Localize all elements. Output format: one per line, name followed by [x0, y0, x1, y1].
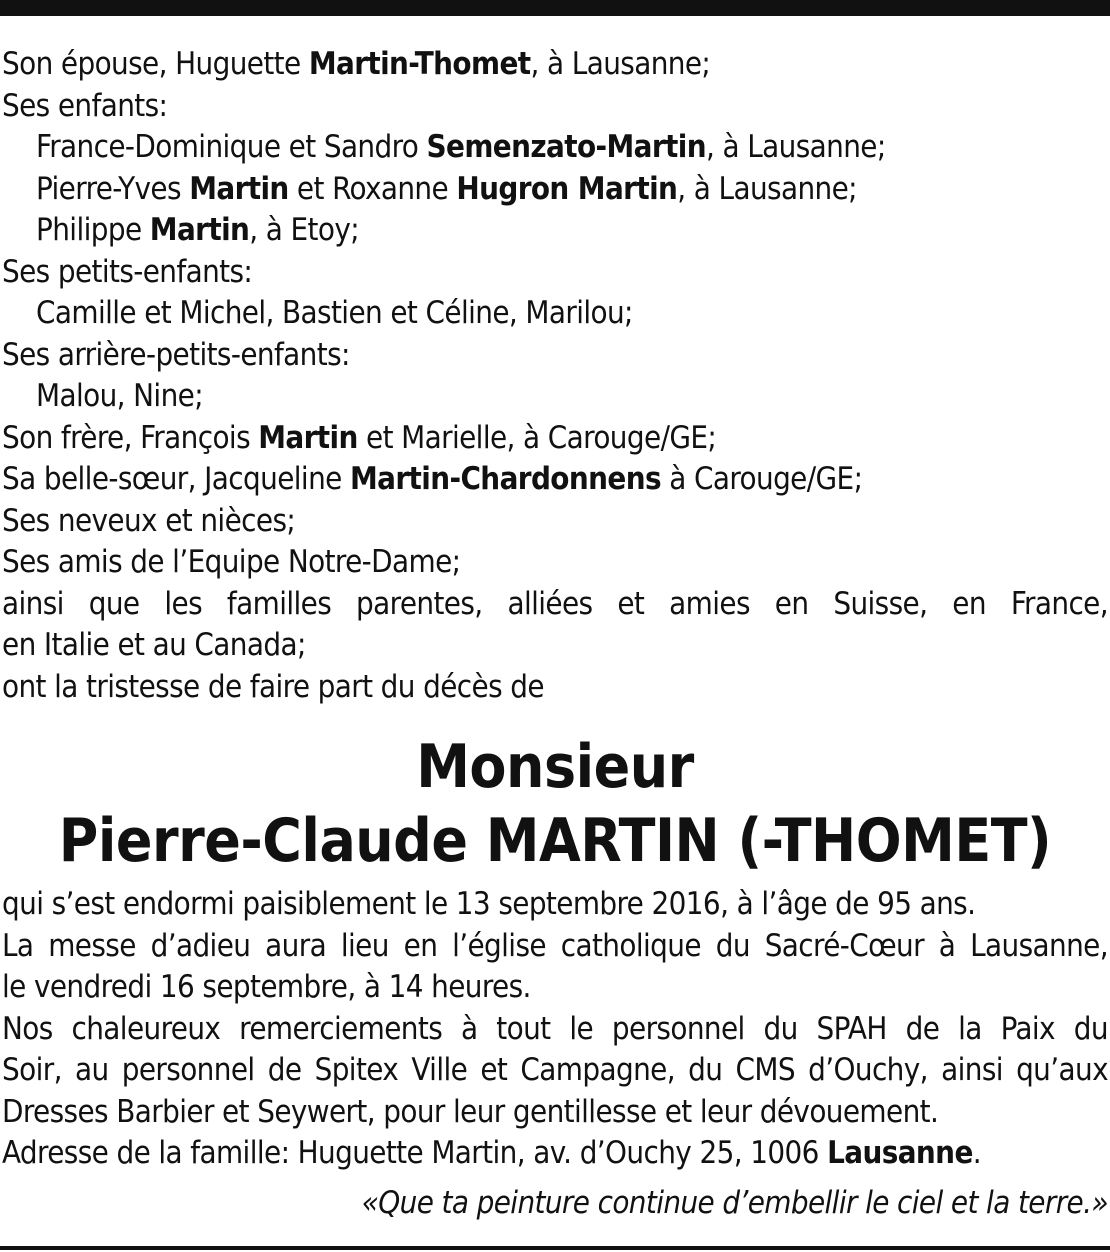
- closing-quote: «Que ta peinture continue d’embellir le ciel et la terre.»: [361, 1184, 1108, 1221]
- sister-in-law-surname: Martin-Chardonnens: [349, 461, 661, 497]
- children-heading: Ses enfants:: [2, 87, 168, 124]
- child-surname: Martin: [149, 212, 250, 248]
- friends-line: Ses amis de l’Equipe Notre-Dame;: [2, 544, 461, 580]
- child-surname: Martin: [189, 170, 289, 207]
- spouse-line: Son épouse, Huguette Martin-Thomet, à Lausanne;: [2, 46, 711, 82]
- nephews-line: Ses neveux et nièces;: [2, 502, 296, 539]
- thanks-line: Soir, au personnel de Spitex Ville et Campagne, du CMS d’Ouchy, ainsi qu’aux: [2, 1052, 1108, 1088]
- child-line: France-Dominique et Sandro Semenzato-Martin, à Lausanne;: [36, 129, 886, 165]
- spouse-surname: Martin-Thomet: [308, 46, 531, 82]
- families-line-continued: en Italie et au Canada;: [2, 627, 306, 663]
- top-rule: [0, 0, 1110, 16]
- thanks-line: Nos chaleureux remerciements à tout le personnel du SPAH de la Paix du: [2, 1010, 1108, 1047]
- child-line: Pierre-Yves Martin et Roxanne Hugron Martin, à Lausanne;: [36, 170, 857, 207]
- thanks-line: Dresses Barbier et Seywert, pour leur gentillesse et leur dévouement.: [2, 1093, 939, 1130]
- deceased-name-block: [2, 730, 1108, 878]
- deceased-title: Monsieur: [416, 732, 694, 802]
- announcement-line: ont la tristesse de faire part du décès de: [2, 668, 544, 705]
- obituary-notice: [2, 44, 1108, 1224]
- family-address-line: Adresse de la famille: Huguette Martin, av. d’Ouchy 25, 1006 Lausanne.: [2, 1135, 982, 1171]
- mass-line: La messe d’adieu aura lieu en l’église catholique du Sacré-Cœur à Lausanne,: [2, 927, 1108, 964]
- child-surname: Semenzato-Martin: [426, 129, 706, 165]
- bottom-rule: [0, 1246, 1110, 1250]
- death-line: qui s’est endormi paisiblement le 13 septembre 2016, à l’âge de 95 ans.: [2, 886, 976, 922]
- sister-in-law-line: Sa belle-sœur, Jacqueline Martin-Chardonnens à Carouge/GE;: [2, 461, 863, 497]
- grandchildren-names: Camille et Michel, Bastien et Céline, Marilou;: [36, 295, 633, 331]
- mass-line-continued: le vendredi 16 septembre, à 14 heures.: [2, 969, 531, 1005]
- great-grandchildren-heading: Ses arrière-petits-enfants:: [2, 336, 350, 373]
- brother-line: Son frère, François Martin et Marielle, à Carouge/GE;: [2, 419, 717, 456]
- child-surname: Hugron Martin: [456, 170, 678, 207]
- grandchildren-heading: Ses petits-enfants:: [2, 253, 253, 290]
- great-grandchildren-names: Malou, Nine;: [36, 378, 204, 414]
- address-city: Lausanne: [827, 1135, 973, 1171]
- child-line: Philippe Martin, à Etoy;: [36, 212, 360, 248]
- families-line: ainsi que les familles parentes, alliées et amies en Suisse, en France,: [2, 585, 1108, 622]
- deceased-name: Pierre-Claude MARTIN (-THOMET): [58, 806, 1052, 876]
- brother-surname: Martin: [258, 419, 358, 456]
